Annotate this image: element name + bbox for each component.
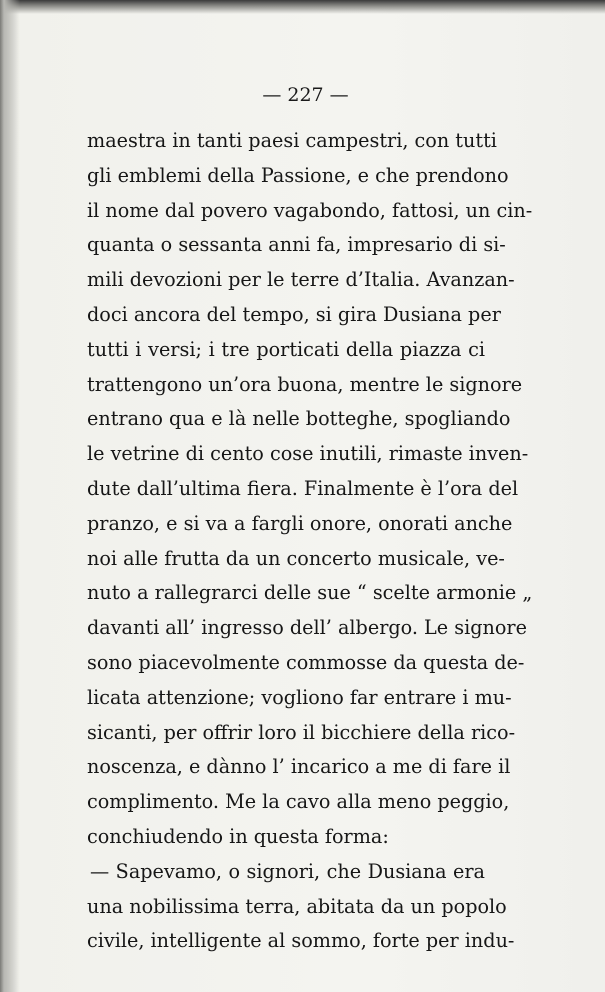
text-line: doci ancora del tempo, si gira Dusiana per [87, 302, 501, 326]
text-line: entrano qua e là nelle botteghe, spogliando [87, 407, 511, 431]
text-line: noi alle frutta da un concerto musicale, ve- [87, 546, 505, 570]
text-line: licata attenzione; vogliono far entrare i mu- [87, 685, 512, 709]
page-binding-edge [0, 0, 20, 992]
text-line: conchiudendo in questa forma: [87, 824, 389, 848]
text-line: — Sapevamo, o signori, che Dusiana era [90, 859, 485, 883]
text-line: dute dall’ultima fiera. Finalmente è l’ora del [87, 476, 519, 500]
text-line: sicanti, per offrir loro il bicchiere della rico- [87, 720, 516, 744]
text-line: nuto a rallegrarci delle sue “ scelte armonie „ [87, 581, 533, 605]
text-line: trattengono un’ora buona, mentre le signore [87, 372, 523, 396]
text-line: civile, intelligente al sommo, forte per indu- [87, 929, 515, 953]
text-line: mili devozioni per le terre d’Italia. Avanzan- [87, 268, 515, 292]
page-number: — 227 — [262, 84, 349, 106]
scan-top-shadow [0, 0, 605, 14]
text-line: pranzo, e si va a fargli onore, onorati anche [87, 511, 513, 535]
text-line: tutti i versi; i tre porticati della piazza ci [87, 337, 485, 361]
text-line: sono piacevolmente commosse da questa de- [87, 650, 525, 674]
text-line: gli emblemi della Passione, e che prendono [87, 163, 509, 187]
text-line: quanta o sessanta anni fa, impresario di si- [87, 233, 506, 257]
text-line: maestra in tanti paesi campestri, con tutti [87, 129, 497, 152]
text-line: il nome dal povero vagabondo, fattosi, un cin- [87, 198, 533, 222]
text-line: le vetrine di cento cose inutili, rimaste inven- [87, 442, 529, 466]
text-line: noscenza, e dànno l’ incarico a me di fare il [87, 755, 511, 779]
text-line: davanti all’ ingresso dell’ albergo. Le signore [87, 616, 527, 640]
text-line: complimento. Me la cavo alla meno peggio, [87, 790, 510, 814]
body-text [87, 124, 533, 959]
text-line: una nobilissima terra, abitata da un popolo [87, 894, 507, 918]
